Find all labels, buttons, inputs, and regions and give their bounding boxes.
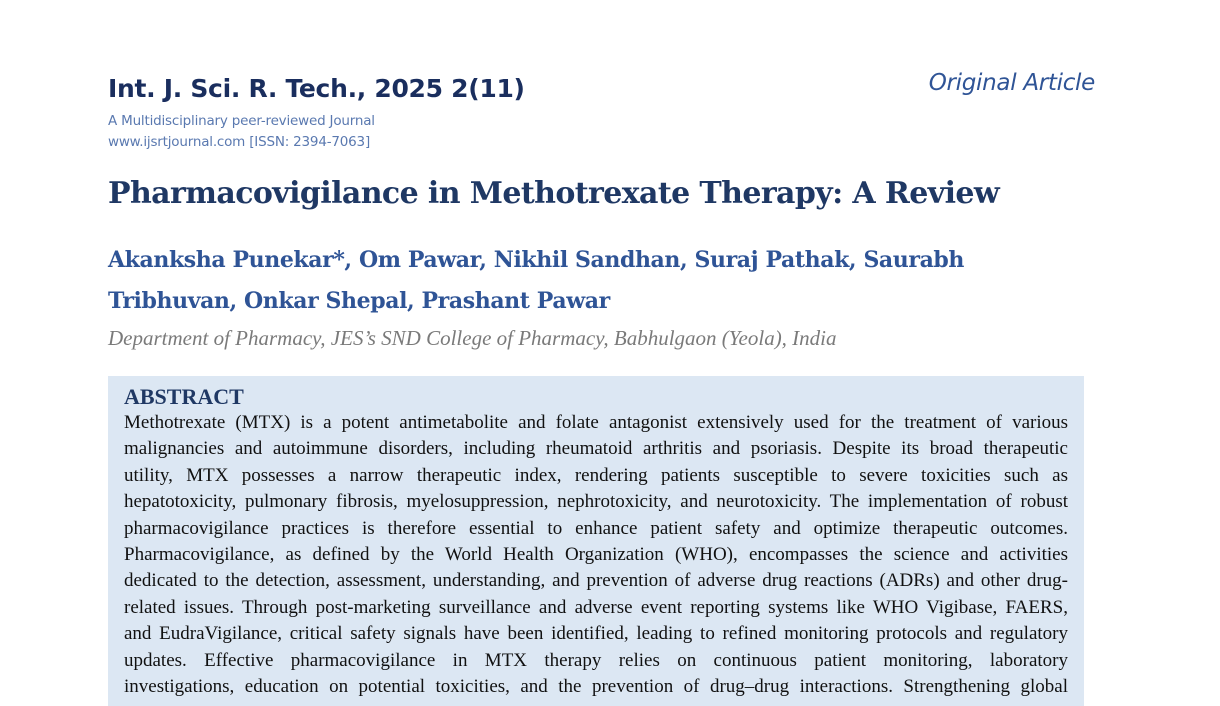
abstract-heading: ABSTRACT <box>124 384 244 409</box>
author-list-line-2: Tribhuvan, Onkar Shepal, Prashant Pawar <box>108 288 610 314</box>
author-list-line-1: Akanksha Punekar*, Om Pawar, Nikhil Sandhan, Suraj Pathak, Saurabh <box>108 247 965 273</box>
abstract-line: updates. Effective pharmacovigilance in MTX therapy relies on continuous patient monitoring, laboratory <box>124 649 1068 671</box>
journal-url-issn[interactable]: www.ijsrtjournal.com [ISSN: 2394-7063] <box>108 134 371 150</box>
abstract-line: investigations, education on potential toxicities, and the prevention of drug–drug interactions. Strengthening global <box>124 675 1068 697</box>
author-affiliation: Department of Pharmacy, JES’s SND College of Pharmacy, Babhulgaon (Yeola), India <box>108 326 837 350</box>
abstract-section <box>108 376 1084 706</box>
article-type-label: Original Article <box>928 70 1095 96</box>
abstract-line: malignancies and autoimmune disorders, including rheumatoid arthritis and psoriasis. Despite its broad therapeutic <box>124 438 1068 460</box>
abstract-line: pharmacovigilance practices is therefore essential to enhance patient safety and optimize therapeutic outcomes. <box>124 517 1068 539</box>
author-list <box>108 240 1028 322</box>
abstract-line: hepatotoxicity, pulmonary fibrosis, myelosuppression, nephrotoxicity, and neurotoxicity. The implementation of robust <box>124 491 1068 513</box>
abstract-line: Methotrexate (MTX) is a potent antimetabolite and folate antagonist extensively used for the treatment of various <box>124 412 1068 433</box>
abstract-line: related issues. Through post-marketing surveillance and adverse event reporting systems like WHO Vigibase, FAERS, <box>124 596 1068 618</box>
journal-name: Int. J. Sci. R. Tech., 2025 2(11) <box>108 74 525 103</box>
abstract-line: and EudraVigilance, critical safety signals have been identified, leading to refined monitoring protocols and regulatory <box>124 623 1068 645</box>
abstract-line: utility, MTX possesses a narrow therapeutic index, rendering patients susceptible to severe toxicities such as <box>124 464 1068 486</box>
abstract-body <box>124 410 1068 700</box>
abstract-line: dedicated to the detection, assessment, understanding, and prevention of adverse drug reactions (ADRs) and other drug- <box>124 570 1068 592</box>
abstract-line: Pharmacovigilance, as defined by the World Health Organization (WHO), encompasses the science and activities <box>124 543 1068 565</box>
article-title: Pharmacovigilance in Methotrexate Therapy: A Review <box>108 176 1000 211</box>
journal-tagline: A Multidisciplinary peer-reviewed Journal <box>108 113 375 129</box>
